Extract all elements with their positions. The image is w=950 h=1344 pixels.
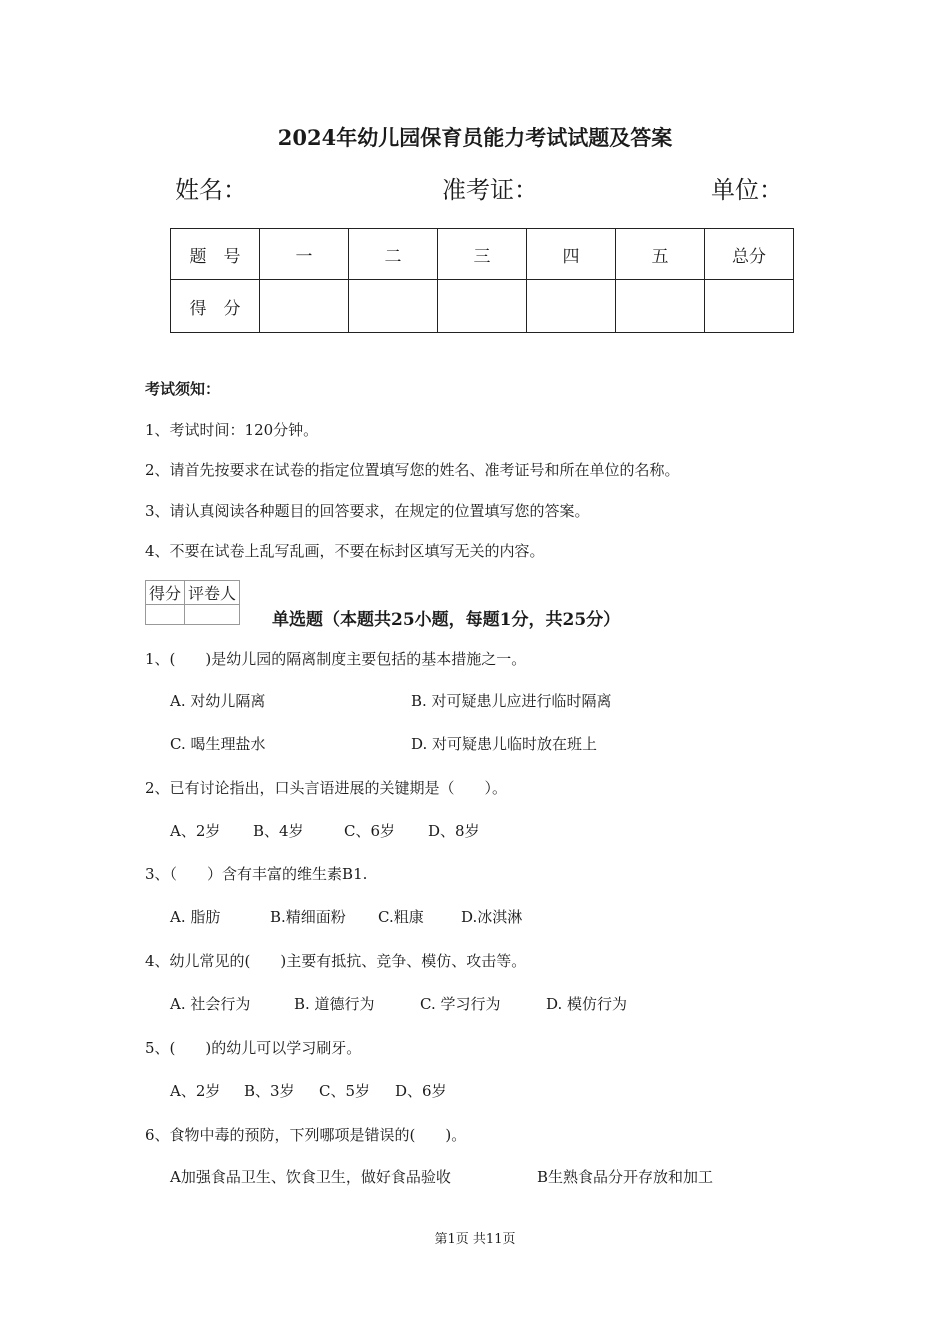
exam-id-label: 准考证：	[442, 176, 538, 204]
grader-name-label: 评卷人	[185, 581, 240, 605]
score-cell: 题 号	[171, 229, 260, 280]
grader-score-label: 得分	[146, 581, 185, 605]
question-stem: 5、( )的幼儿可以学习刷牙。	[145, 1039, 362, 1057]
question-option: B、3岁	[244, 1082, 295, 1100]
question-option: C. 喝生理盐水	[170, 735, 266, 753]
question-option: A. 对幼儿隔离	[170, 692, 266, 710]
notice-item: 3、请认真阅读各种题目的回答要求，在规定的位置填写您的答案。	[145, 502, 590, 520]
question-option: D. 模仿行为	[546, 995, 628, 1013]
grader-name-blank	[185, 605, 240, 625]
question-option: B. 道德行为	[294, 995, 375, 1013]
notice-heading: 考试须知：	[145, 380, 221, 398]
score-cell	[260, 280, 349, 333]
score-cell	[349, 280, 438, 333]
question-option: B生熟食品分开存放和加工	[537, 1168, 714, 1186]
question-option: A. 社会行为	[170, 995, 251, 1013]
question-stem: 1、( )是幼儿园的隔离制度主要包括的基本措施之一。	[145, 650, 527, 668]
question-option: B、4岁	[253, 822, 304, 840]
question-option: D、8岁	[428, 822, 480, 840]
score-cell	[438, 280, 527, 333]
score-cell: 五	[616, 229, 705, 280]
score-cell: 二	[349, 229, 438, 280]
score-table-score-row	[171, 280, 794, 333]
section-title: 单选题（本题共25小题，每题1分，共25分）	[272, 610, 621, 630]
score-cell: 得 分	[171, 280, 260, 333]
score-cell: 一	[260, 229, 349, 280]
question-option: C、6岁	[344, 822, 396, 840]
question-option: D. 对可疑患儿临时放在班上	[411, 735, 598, 753]
score-cell	[705, 280, 794, 333]
score-table-header-row	[171, 229, 794, 280]
grader-box	[145, 580, 240, 625]
question-stem: 4、幼儿常见的( )主要有抵抗、竞争、模仿、攻击等。	[145, 952, 527, 970]
question-option: B.精细面粉	[270, 908, 346, 926]
question-option: A加强食品卫生、饮食卫生，做好食品验收	[170, 1168, 451, 1186]
score-cell	[527, 280, 616, 333]
grader-score-blank	[146, 605, 185, 625]
question-option: C.粗康	[378, 908, 424, 926]
question-option: A、2岁	[170, 1082, 221, 1100]
unit-label: 单位：	[711, 176, 783, 204]
score-cell: 四	[527, 229, 616, 280]
question-option: B. 对可疑患儿应进行临时隔离	[411, 692, 612, 710]
question-option: D、6岁	[395, 1082, 447, 1100]
page-title: 2024年幼儿园保育员能力考试试题及答案	[277, 125, 673, 150]
question-option: D.冰淇淋	[461, 908, 523, 926]
score-cell	[616, 280, 705, 333]
name-label: 姓名：	[175, 176, 247, 204]
question-option: A. 脂肪	[170, 908, 221, 926]
question-option: C. 学习行为	[420, 995, 501, 1013]
notice-item: 2、请首先按要求在试卷的指定位置填写您的姓名、准考证号和所在单位的名称。	[145, 461, 680, 479]
score-table	[170, 228, 794, 333]
question-stem: 6、食物中毒的预防，下列哪项是错误的( )。	[145, 1126, 467, 1144]
notice-item: 4、不要在试卷上乱写乱画，不要在标封区填写无关的内容。	[145, 542, 545, 560]
question-option: A、2岁	[170, 822, 221, 840]
notice-item: 1、考试时间：120分钟。	[145, 421, 319, 439]
question-stem: 2、已有讨论指出，口头言语进展的关键期是（ ）。	[145, 779, 508, 797]
question-stem: 3、（ ）含有丰富的维生素B1.	[145, 865, 368, 883]
score-cell: 总分	[705, 229, 794, 280]
score-cell: 三	[438, 229, 527, 280]
question-option: C、5岁	[319, 1082, 371, 1100]
page-footer: 第1页 共11页	[434, 1232, 516, 1247]
